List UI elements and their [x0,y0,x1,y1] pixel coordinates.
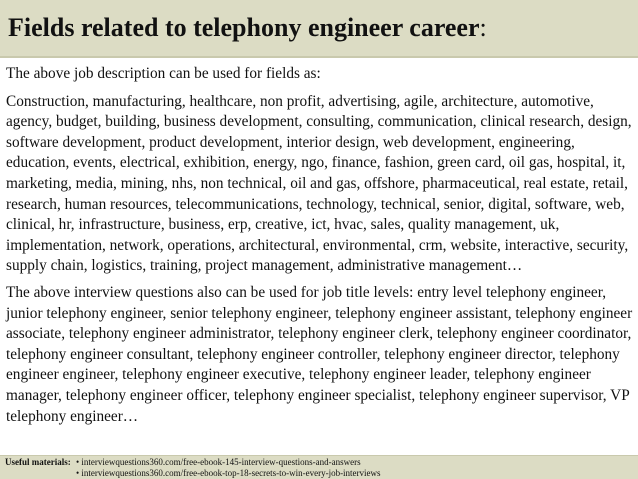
job-levels-paragraph: The above interview questions also can be used for job title levels: entry level telephony engineer, junior telephony engineer, senior telephony engineer, telephony engineer assistant, telephony engineer associate, telephony engineer administrator, telephony engineer clerk, telephony engineer coordinator, telephony engineer consultant, telephony engineer controller, telephony engineer director, telephony engineer engineer, telephony engineer executive, telephony engineer leader, telephony engineer manager, telephony engineer officer, telephony engineer specialist, telephony engineer supervisor, VP telephony engineer… [6,283,633,425]
footer-link-ebook-top-18[interactable]: • interviewquestions360.com/free-ebook-top-18-secrets-to-win-every-job-interviews [76,468,381,478]
intro-text: The above job description can be used for fields as: [6,65,321,82]
page-title-colon: : [479,13,487,42]
footer-links [76,457,381,479]
footer [0,455,638,479]
footer-label: Useful materials: [5,457,71,467]
main-content [6,64,634,427]
page-title-text: Fields related to telephony engineer career [8,13,480,42]
page-title [8,13,487,43]
footer-link-ebook-145[interactable]: • interviewquestions360.com/free-ebook-145-interview-questions-and-answers [76,457,361,467]
fields-paragraph: Construction, manufacturing, healthcare, non profit, advertising, agile, architecture, automotive, agency, budget, building, business development, consulting, communication, clinical research, design, software development, product development, interior design, web development, engineering, education, events, electrical, exhibition, energy, ngo, finance, fashion, green card, oil gas, hospital, it, marketing, media, mining, nhs, non technical, oil and gas, offshore, pharmaceutical, real estate, retail, research, human resources, telecommunications, technology, technical, senior, digital, software, web, clinical, hr, infrastructure, business, erp, creative, ict, hvac, sales, quality management, uk, implementation, network, operations, architectural, environmental, crm, website, interactive, security, supply chain, logistics, training, project management, administrative management… [6,92,632,275]
title-bar [0,0,638,58]
